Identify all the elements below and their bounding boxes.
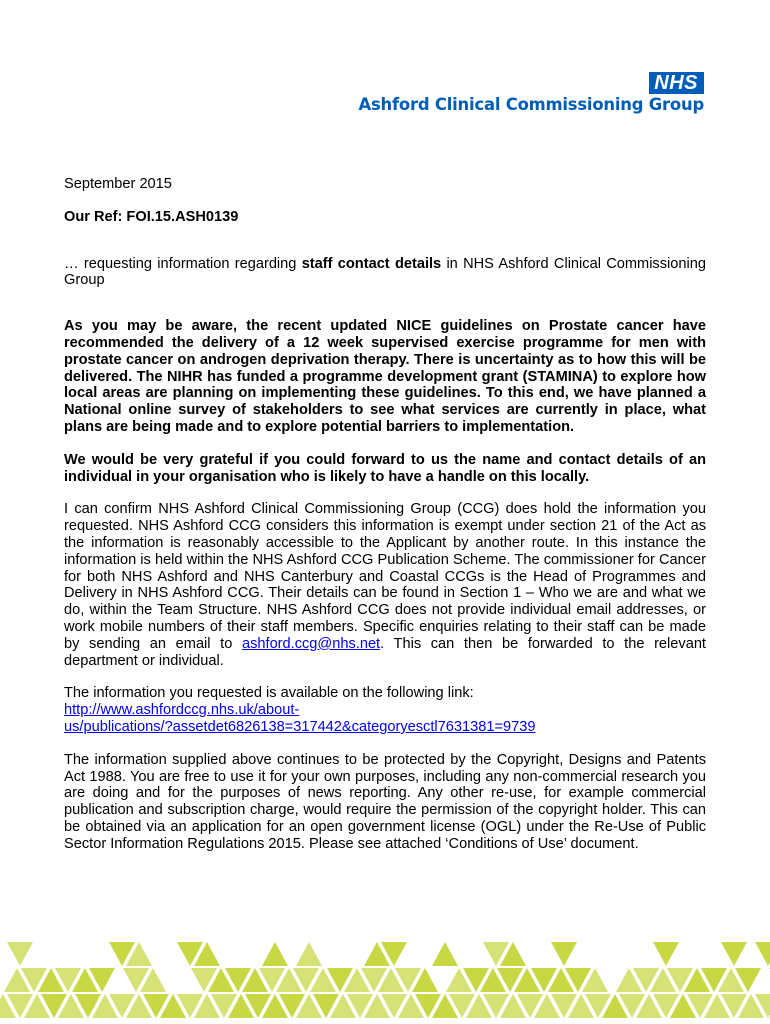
letter-reference: Our Ref: FOI.15.ASH0139: [64, 208, 239, 225]
footer-triangle: [7, 942, 33, 966]
link-intro: The information you requested is available on the following link:: [64, 685, 474, 702]
letter-body: [64, 176, 706, 869]
request-highlight: staff contact details: [301, 255, 442, 272]
footer-triangle: [755, 942, 770, 966]
footer-triangle: [262, 942, 288, 966]
footer-triangle: [432, 942, 458, 966]
request-text-before: … requesting information regarding: [64, 255, 302, 272]
question-paragraph-1: As you may be aware, the recent updated NICE guidelines on Prostate cancer have recommended the delivery of a 12 week supervised exercise programme for men with prostate cancer on androgen deprivation therapy. There is uncertainty as to how this will be delivered. The NIHR has funded a programme development grant (STAMINA) to explore how local areas are planning on implementing these guidelines. To this end, we have planned a National online survey of stakeholders to see what services are currently in place, what plans are being made and to explore potential barriers to implementation.: [64, 318, 706, 435]
footer-triangle-pattern: [0, 938, 770, 1024]
org-name: Ashford Clinical Commissioning Group: [358, 95, 704, 114]
footer-triangle: [653, 942, 679, 966]
link-paragraph: [64, 685, 706, 735]
footer-triangle: [296, 942, 322, 966]
request-text-after: in NHS Ashford Clinical Commissioning Group: [64, 255, 706, 289]
footer-triangle: [551, 942, 577, 966]
request-summary: [64, 256, 706, 290]
footer-triangle: [721, 942, 747, 966]
publication-link-line-2: us/publications/?assetdet6826138=317442&categoryesctl7631381=9739: [64, 718, 536, 735]
nhs-logo-box: NHS: [649, 72, 704, 94]
nhs-ashford-ccg-logo: [358, 72, 704, 114]
copyright-paragraph: The information supplied above continues to be protected by the Copyright, Designs and Patents Act 1988. You are free to use it for your own purposes, including any non-commercial research you are doing and for the purposes of news reporting. Any other re-use, for example commercial publication and subscription charge, would require the permission of the copyright holder. This can be obtained via an application for an open government license (OGL) under the Re-Use of Public Sector Information Regulations 2015. Please see attached ‘Conditions of Use’ document.: [64, 751, 706, 852]
publication-link[interactable]: [64, 702, 535, 735]
response-text: I can confirm NHS Ashford Clinical Commissioning Group (CCG) does hold the information you requested. NHS Ashford CCG considers this information is exempt under section 21 of the Act as the information is reasonably accessible to the Applicant by another route. In this instance the information is held within the NHS Ashford CCG Publication Scheme. The commissioner for Cancer for both NHS Ashford and NHS Canterbury and Coastal CCGs is the Head of Programmes and Delivery in NHS Ashford CCG. Their details can be found in Section 1 – Who we are and what we do, within the Team Structure. NHS Ashford CCG does not provide individual email addresses, or work mobile numbers of their staff members. Specific enquiries relating to their staff can be made by sending an email to: [64, 501, 706, 652]
question-paragraph-2: We would be very grateful if you could forward to us the name and contact details of an individual in your organisation who is likely to have a handle on this locally.: [64, 451, 706, 485]
letter-date: September 2015: [64, 176, 172, 192]
response-text-after: . This can then be forwarded to the relevant department or individual.: [64, 635, 706, 669]
publication-link-line-1: http://www.ashfordccg.nhs.uk/about-: [64, 702, 300, 719]
response-paragraph: [64, 501, 706, 669]
email-link[interactable]: ashford.ccg@nhs.net: [241, 635, 381, 652]
